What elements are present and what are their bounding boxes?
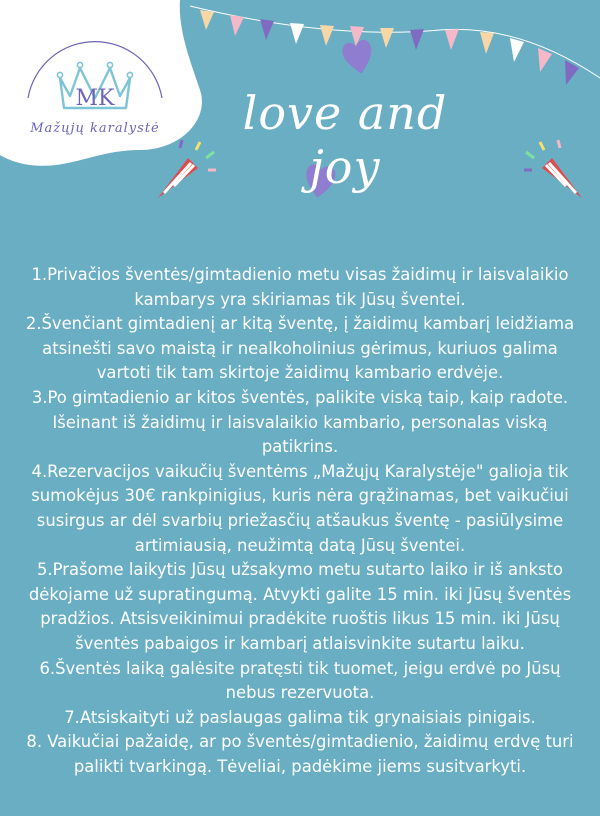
logo-brand-name: Mažųjų karalystė (30, 121, 160, 136)
rule-item: 5.Prašome laikytis Jūsų užsakymo metu sutarto laiko ir iš anksto dėkojame už supratingumą. Atvykti galite 15 min. iki Jūsų šventės pradžios. Atsisveikinimui pradėkite ruoštis likus 15 min. iki Jūsų šventės pabaigos ir kambarį atlaisvinkite sutartu laiku. (28, 560, 572, 653)
heart-icon (340, 36, 376, 76)
page-title: love and joy (242, 86, 448, 194)
rule-item: 1.Privačios šventės/gimtadienio metu visas žaidimų ir laisvalaikio kambarys yra skiriamas tik Jūsų šventei. (31, 265, 569, 309)
party-popper-icon (520, 140, 590, 210)
rule-item: 2.Švenčiant gimtadienį ar kitą šventę, į žaidimų kambarį leidžiama atsinešti savo maistą ir nealkoholinius gėrimus, kuriuos galima vartoti tik tam skirtoje žaidimų kambario erdvėje. (25, 314, 575, 383)
brand-logo[interactable] (20, 28, 170, 138)
rule-item: 6.Šventės laiką galėsite pratęsti tik tuomet, jeigu erdvė po Jūsų nebus rezervuota. (39, 658, 561, 703)
rules-list (20, 263, 580, 779)
crown-icon (20, 28, 170, 138)
rule-item: 8. Vaikučiai pažaidę, ar po šventės/gimtadienio, žaidimų erdvę turi palikti tvarkingą. Tėveliai, padėkime jiems susitvarkyti. (26, 732, 574, 776)
party-popper-icon (150, 140, 220, 210)
logo-monogram: MK (75, 86, 115, 111)
rule-item: 3.Po gimtadienio ar kitos šventės, palikite viską taip, kaip radote. Išeinant iš žaidimų ir laisvalaikio kambario, personalas viską patikrins. (31, 387, 569, 457)
rule-item: 4.Rezervacijos vaikučių šventėms „Mažųjų Karalystėje" galioja tik sumokėjus 30€ rankpinigius, kuris nėra grąžinamas, bet vaikučiui susirgus ar dėl svarbių priežasčių atšaukus šventę - pasiūlysime artimiausią, neužimtą datą Jūsų šventei. (31, 461, 569, 555)
rule-item: 7.Atsiskaityti už paslaugas galima tik grynaisiais pinigais. (64, 707, 536, 727)
